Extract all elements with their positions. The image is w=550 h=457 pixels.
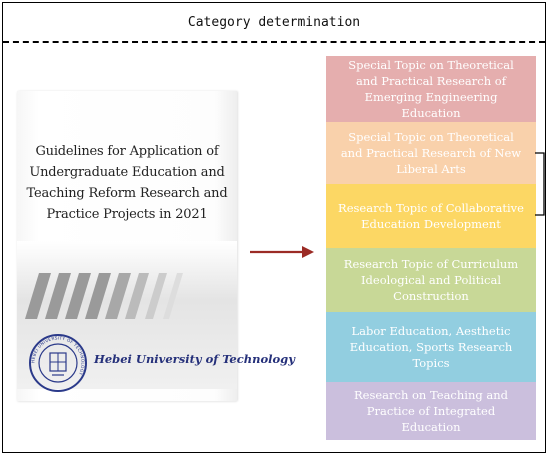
diagram-title: Category determination — [187, 14, 361, 30]
document-title-line: Guidelines for Application of — [35, 144, 219, 159]
document-title-line: Undergraduate Education and — [29, 165, 225, 180]
topic-integrated-education: Research on Teaching and Practice of Integrated Education — [326, 382, 536, 440]
topic-collaborative-education: Research Topic of Collaborative Education Development — [326, 184, 536, 248]
topic-labor-aesthetic-sports: Labor Education, Aesthetic Education, Sports Research Topics — [326, 312, 536, 382]
topic-new-liberal-arts: Special Topic on Theoretical and Practical Research of New Liberal Arts — [326, 122, 536, 184]
document-title — [17, 141, 237, 225]
bracket-connector — [534, 152, 546, 216]
document-title-line: Teaching Reform Research and — [26, 186, 228, 201]
university-seal-icon — [28, 333, 88, 393]
topic-curriculum-ideological: Research Topic of Curriculum Ideological and Political Construction — [326, 248, 536, 312]
right-arrow-icon — [250, 244, 316, 260]
dashed-divider — [3, 41, 545, 43]
document-title-line: Practice Projects in 2021 — [46, 207, 208, 222]
university-name: Hebei University of Technology — [94, 352, 295, 366]
document-cover — [17, 91, 295, 401]
topic-emerging-engineering: Special Topic on Theoretical and Practical Research of Emerging Engineering Education — [326, 56, 536, 122]
diagonal-stripes-graphic — [17, 273, 237, 319]
svg-text:HEBEI UNIVERSITY OF TECHNOLOGY: HEBEI UNIVERSITY OF TECHNOLOGY — [30, 335, 86, 377]
